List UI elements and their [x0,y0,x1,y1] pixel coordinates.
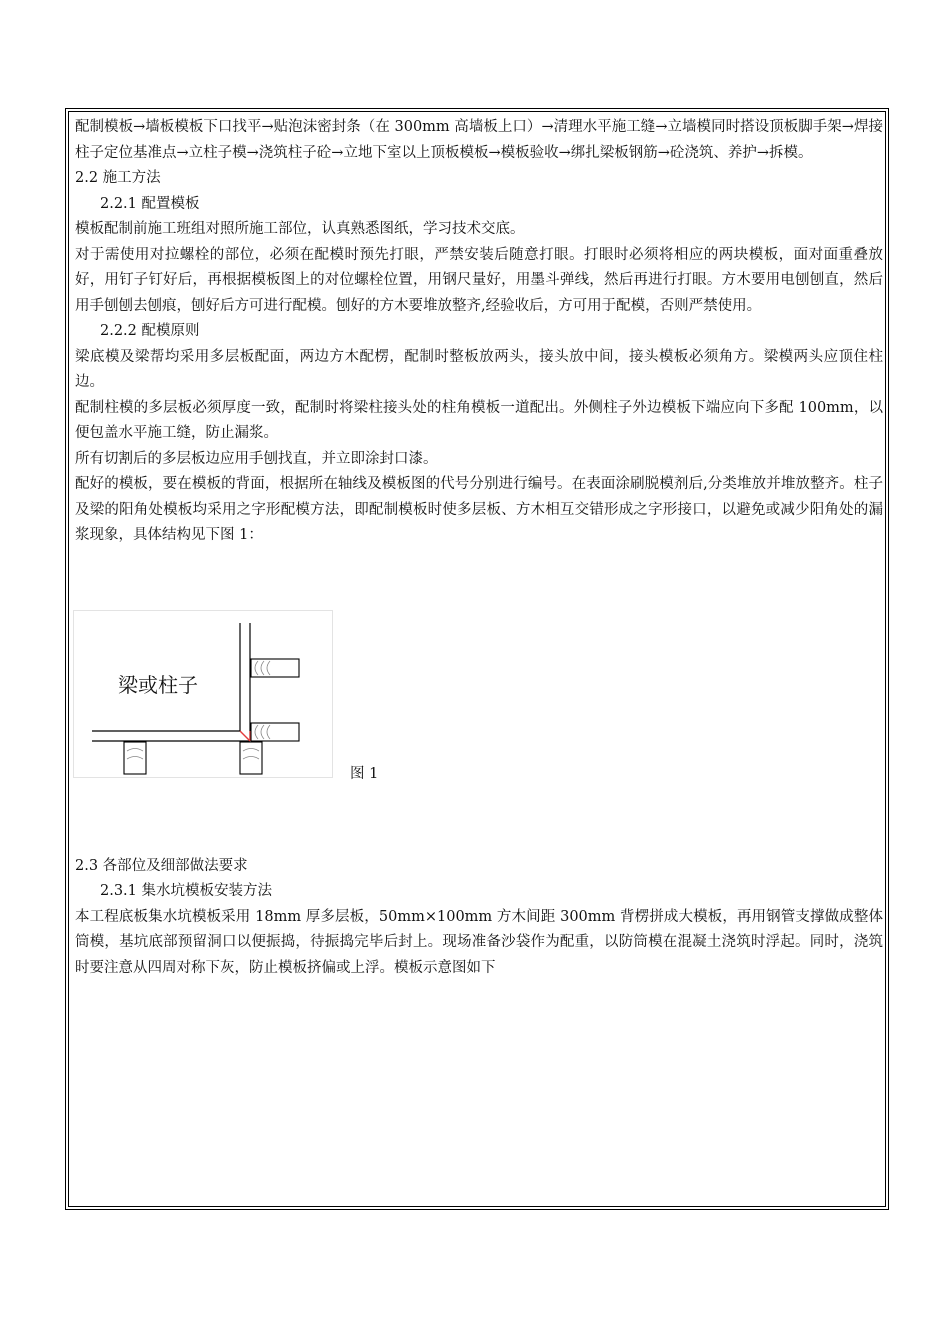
paragraph: 本工程底板集水坑模板采用 18mm 厚多层板，50mm×100mm 方木间距 300mm 背楞拼成大模板，再用钢管支撑做成整体筒模，基坑底部预留洞口以便振捣，待振捣完毕后封上。现场准备沙袋作为配重，以防筒模在混凝土浇筑时浮起。同时，浇筑时要注意从四周对称下灰，防止模板挤偏或上浮。模板示意图如下 [75,908,883,976]
section-heading-2-3: 2.3 各部位及细部做法要求 [75,857,248,874]
formwork-corner-diagram [73,610,333,778]
figure-caption: 图 1 [350,765,379,782]
paragraph: 模板配制前施工班组对照所施工部位，认真熟悉图纸，学习技术交底。 [75,221,525,237]
timber-batten [124,742,146,774]
paragraph: 配制柱模的多层板必须厚度一致，配制时将梁柱接头处的柱角模板一道配出。外侧柱子外边模板下端应向下多配 100mm，以便包盖水平施工缝，防止漏浆。 [75,399,883,441]
beam-or-column-label: 梁或柱子 [118,672,198,697]
process-flow-paragraph: 配制模板→墙板模板下口找平→贴泡沫密封条（在 300mm 高墙板上口）→清理水平施工缝→立墙模同时搭设顶板脚手架→焊接柱子定位基准点→立柱子模→浇筑柱子砼→立地下室以上顶板模板→模板验收→绑扎梁板钢筋→砼浇筑、养护→拆模。 [75,119,883,161]
document-body [75,115,883,981]
formwork-diagram-svg [74,611,332,777]
subsection-heading-2-2-1: 2.2.1 配置模板 [100,195,200,212]
corner-joint-mark [240,731,250,741]
subsection-heading-2-2-2: 2.2.2 配模原则 [100,323,200,339]
timber-batten [251,659,299,677]
section-heading-2-2: 2.2 施工方法 [75,170,161,186]
timber-batten [240,742,262,774]
paragraph: 梁底模及梁帮均采用多层板配面，两边方木配楞，配制时整板放两头，接头放中间，接头模板必须角方。梁模两头应顶住柱边。 [75,348,883,390]
paragraph: 配好的模板，要在模板的背面，根据所在轴线及模板图的代号分别进行编号。在表面涂刷脱模剂后,分类堆放并堆放整齐。柱子及梁的阳角处模板均采用之字形配模方法，即配制模板时使多层板、方木相互交错形成之字形接口，以避免或减少阳角处的漏浆现象，具体结构见下图 1： [75,476,883,543]
paragraph: 所有切割后的多层板边应用手刨找直，并立即涂封口漆。 [75,450,438,467]
paragraph: 对于需使用对拉螺栓的部位，必须在配模时预先打眼，严禁安装后随意打眼。打眼时必须将相应的两块模板，面对面重叠放好，用钉子钉好后，再根据模板图上的对位螺栓位置，用钢尺量好，用墨斗弹线，然后再进行打眼。方木要用电刨刨直，然后用手刨刨去刨痕，刨好后方可进行配模。刨好的方木要堆放整齐,经验收后，方可用于配模，否则严禁使用。 [75,246,883,314]
subsection-heading-2-3-1: 2.3.1 集水坑模板安装方法 [100,883,273,899]
figure-1 [75,574,883,824]
timber-batten [251,723,299,741]
